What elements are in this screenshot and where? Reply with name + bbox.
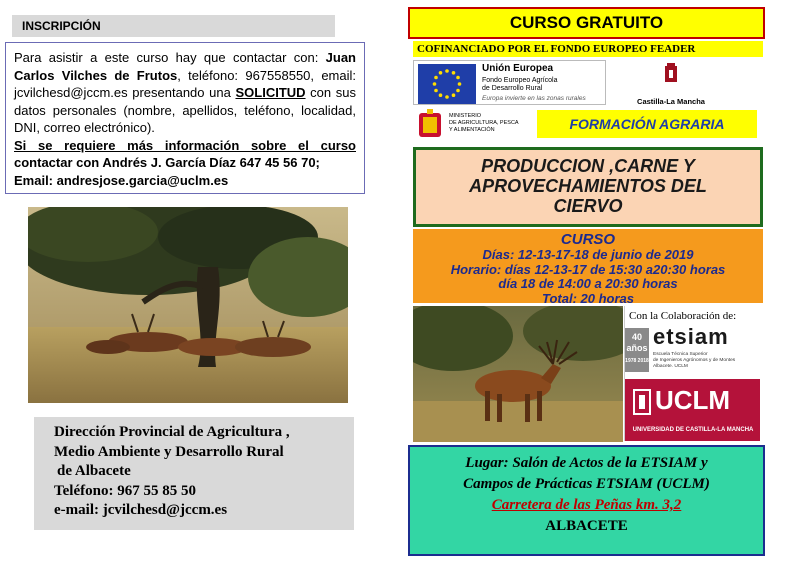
formacion-agraria-label: FORMACIÓN AGRARIA [569,116,725,132]
lugar-address-link[interactable]: Carretera de las Peñas km. 3,2 [491,497,682,513]
address-phone: Teléfono: 967 55 85 50 [54,482,196,499]
stag-photo [413,306,623,442]
address-box [34,417,354,530]
lugar-line-1: Lugar: Salón de Actos de la ETSIAM y [465,455,708,471]
etsiam-sub-2: de Ingenieros Agrónomos y de Montes [653,358,736,363]
eu-flag-icon [418,64,476,104]
colaboracion-label: Con la Colaboración de: [629,310,737,322]
contact-text-2: , teléfono: 967558550, email: jcvilchesd@jccm.es presentando una [14,67,357,100]
contact-info-box [5,42,365,194]
ministerio-line-1: MINISTERIO [449,113,482,119]
contact-text-1: Para asistir a este curso hay que contactar con: [14,50,326,65]
eu-feader-logo [413,60,606,105]
curso-gratuito-banner [408,7,765,39]
uclm-logo [625,379,760,441]
schedule-heading: CURSO [560,231,616,248]
ministerio-logo [413,107,533,143]
lugar-city: ALBACETE [545,518,628,534]
schedule-dias: Días: 12-13-17-18 de junio de 2019 [482,247,694,262]
formacion-agraria-banner [537,110,757,138]
info-underlined: Si se requiere más información sobre el curso [14,137,356,153]
contact-name: Juan Carlos Vilches de Frutos [14,50,356,83]
course-title-line-3: CIERVO [553,196,623,216]
inscripcion-header [12,15,335,37]
uclm-name: UCLM [655,385,731,415]
eu-line-1: Fondo Europeo Agrícola [482,77,558,84]
ministerio-line-3: Y ALIMENTACIÓN [449,127,495,133]
eu-tagline: Europa invierte en las zonas rurales [482,95,586,102]
address-line-1: Dirección Provincial de Agricultura , [54,424,290,440]
clm-crest-icon [636,62,706,92]
cofinanciado-label: COFINANCIADO POR EL FONDO EUROPEO FEADER [417,43,696,55]
course-title-line-2: APROVECHAMIENTOS DEL [469,176,707,196]
course-title-line-1: PRODUCCION ,CARNE Y [481,156,695,176]
spain-shield-icon [415,109,445,141]
info-contact: contactar con Andrés J. García Díaz 647 45 56 70; [14,155,320,170]
eu-line-2: de Desarrollo Rural [482,85,543,92]
schedule-horario-1: Horario: días 12-13-17 de 15:30 a20:30 horas [450,261,726,277]
inscripcion-label: INSCRIPCIÓN [22,19,101,33]
uclm-sub: UNIVERSIDAD DE CASTILLA-LA MANCHA [632,427,754,433]
uclm-emblem-icon [631,387,653,417]
address-email[interactable]: e-mail: jcvilchesd@jccm.es [54,502,228,518]
deer-herd-photo [28,207,348,403]
etsiam-years: 40 años [626,332,648,353]
address-line-2: Medio Ambiente y Desarrollo Rural [54,443,284,460]
clm-name: Castilla-La Mancha [637,97,705,106]
lugar-line-2: Campos de Prácticas ETSIAM (UCLM) [463,476,710,492]
eu-title: Unión Europea [482,63,554,74]
curso-gratuito-label: CURSO GRATUITO [509,13,664,32]
etsiam-name: etsiam [653,324,729,349]
cofinanciado-banner [413,41,763,57]
etsiam-sub-3: Albacete. UCLM [653,364,688,369]
address-line-3: de Albacete [57,463,131,479]
solicitud-word: SOLICITUD [235,85,306,100]
schedule-horario-2: día 18 de 14:00 a 20:30 horas [498,276,678,291]
course-schedule-box [413,229,763,306]
contact-text-3: con sus datos personales (nombre, apellidos, teléfono, localidad, DNI, correo electrónico). [14,85,356,135]
etsiam-logo [625,324,763,376]
course-title-box [413,147,763,227]
lugar-box [408,445,765,556]
etsiam-sub-1: Escuela Técnica Superior [653,352,708,357]
castilla-la-mancha-logo [636,62,706,108]
info-email[interactable]: Email: andresjose.garcia@uclm.es [14,172,229,188]
etsiam-range: 1978 2018 [625,358,649,364]
ministerio-line-2: DE AGRICULTURA, PESCA [449,120,519,126]
schedule-total: Total: 20 horas [542,290,634,306]
